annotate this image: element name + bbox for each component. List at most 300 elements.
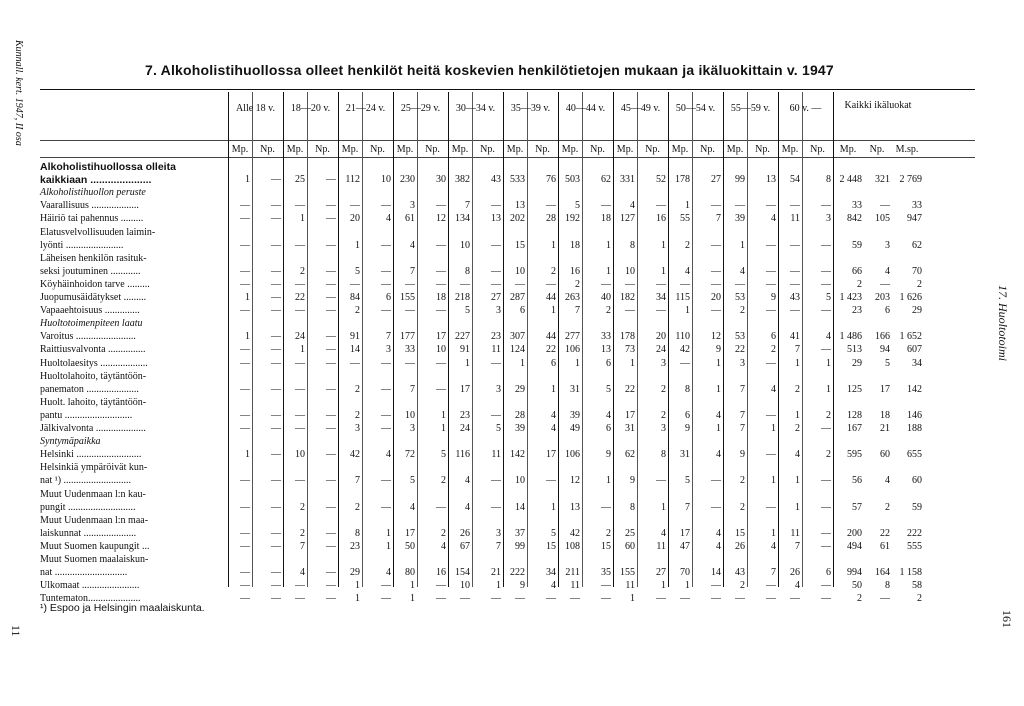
table-cell: 42: [350, 449, 360, 461]
table-cell: 1: [716, 423, 721, 434]
age-group-header: 45—49 v.: [620, 103, 661, 114]
row-label: Muut Uudenmaan l:n maa-: [40, 514, 149, 526]
table-cell: —: [271, 527, 281, 539]
table-cell: —: [766, 278, 776, 290]
row-label: Helsinkiä ympäröivät kun-: [40, 462, 148, 474]
table-cell: 6: [551, 357, 556, 369]
table-cell: —: [656, 305, 666, 317]
table-cell: 1: [771, 527, 776, 539]
table-cell: 188: [907, 423, 922, 434]
row-label: Huoltotoimenpiteen laatu: [40, 318, 143, 330]
table-cell: 555: [907, 540, 922, 552]
table-cell: 21: [880, 423, 890, 434]
table-cell: —: [405, 305, 415, 317]
table-cell: 26: [460, 527, 470, 539]
table-cell: —: [271, 449, 281, 461]
table-cell: —: [271, 174, 281, 186]
table-cell: 1: [355, 593, 360, 605]
table-cell: —: [271, 540, 281, 552]
table-cell: 503: [565, 174, 580, 186]
table-cell: 33: [912, 200, 922, 212]
table-cell: 43: [735, 567, 745, 579]
table-cell: 1: [771, 423, 776, 434]
table-cell: 66: [852, 265, 862, 277]
table-cell: 2: [826, 409, 831, 421]
row-label: pantu ...........................: [40, 409, 133, 421]
table-cell: 7: [410, 265, 415, 277]
table-cell: 11: [790, 213, 800, 225]
table-cell: 142: [510, 449, 525, 461]
sub-header: Np.: [869, 144, 885, 155]
table-cell: 27: [711, 174, 721, 186]
table-cell: 7: [716, 213, 721, 225]
table-cell: 49: [570, 423, 580, 434]
table-cell: 23: [350, 540, 360, 552]
table-cell: —: [491, 239, 501, 251]
table-cell: —: [326, 580, 336, 592]
table-cell: —: [821, 580, 831, 592]
table-cell: 1: [245, 292, 250, 303]
table-cell: 1: [300, 344, 305, 356]
table-cell: 263: [565, 292, 580, 303]
table-cell: 4: [386, 567, 391, 579]
table-row: [40, 384, 975, 398]
table-cell: 7: [685, 501, 690, 513]
table-cell: 24: [656, 344, 666, 356]
table-cell: 2: [795, 383, 800, 395]
table-cell: 167: [847, 423, 862, 434]
table-cell: 16: [570, 265, 580, 277]
table-cell: 5: [885, 357, 890, 369]
table-cell: 29: [350, 567, 360, 579]
table-cell: —: [711, 200, 721, 212]
table-cell: 17: [460, 383, 470, 395]
table-cell: 1: [355, 580, 360, 592]
table-cell: —: [711, 580, 721, 592]
table-cell: 7: [795, 344, 800, 356]
table-cell: 62: [625, 449, 635, 461]
table-row: [40, 554, 975, 568]
sub-header: Mp.: [231, 144, 249, 155]
table-cell: 8: [685, 383, 690, 395]
row-label: Vaarallisuus ...................: [40, 200, 139, 212]
table-cell: 1: [520, 357, 525, 369]
table-cell: 6: [386, 292, 391, 303]
table-cell: —: [271, 383, 281, 395]
table-cell: 125: [847, 383, 862, 395]
table-cell: 99: [735, 174, 745, 186]
table-cell: 29: [852, 357, 862, 369]
table-cell: 8: [885, 580, 890, 592]
table-cell: —: [381, 265, 391, 277]
row-label: Huoltolahoito, täytäntöön-: [40, 370, 147, 382]
table-cell: 6: [826, 567, 831, 579]
table-cell: 655: [907, 449, 922, 461]
table-cell: 7: [410, 383, 415, 395]
age-group-header: 55—59 v.: [730, 103, 771, 114]
age-group-header: Kaikki ikäluokat: [844, 100, 912, 111]
table-row: [40, 292, 975, 306]
top-rule: [40, 89, 975, 90]
table-row: [40, 227, 975, 241]
table-cell: —: [436, 593, 446, 605]
table-cell: 2: [551, 265, 556, 277]
footnote: ¹) Espoo ja Helsingin maalaiskunta.: [40, 602, 205, 614]
table-cell: 2: [355, 305, 360, 317]
table-cell: 1: [661, 580, 666, 592]
table-cell: 1: [795, 409, 800, 421]
table-cell: 202: [510, 213, 525, 225]
table-cell: 7: [300, 540, 305, 552]
table-cell: 947: [907, 213, 922, 225]
table-cell: 1: [716, 357, 721, 369]
table-cell: 94: [880, 344, 890, 356]
table-cell: 211: [565, 567, 580, 579]
table-cell: 12: [711, 331, 721, 343]
table-cell: —: [821, 305, 831, 317]
table-cell: 2: [606, 305, 611, 317]
sub-header: Np.: [590, 144, 605, 155]
table-cell: 1: [685, 305, 690, 317]
table-cell: 16: [656, 213, 666, 225]
table-cell: —: [326, 567, 336, 579]
table-cell: —: [271, 593, 281, 605]
table-cell: —: [326, 357, 336, 369]
table-cell: 17: [680, 527, 690, 539]
table-cell: —: [326, 409, 336, 421]
table-cell: —: [326, 278, 336, 290]
table-cell: —: [625, 278, 635, 290]
table-cell: 10: [436, 344, 446, 356]
table-cell: 1: [606, 265, 611, 277]
table-cell: —: [546, 593, 556, 605]
table-cell: 4: [795, 449, 800, 461]
table-cell: —: [491, 475, 501, 487]
table-cell: 1: [551, 383, 556, 395]
subheader-rule: [40, 157, 975, 158]
table-cell: —: [790, 593, 800, 605]
table-cell: 842: [847, 213, 862, 225]
table-cell: —: [240, 593, 250, 605]
table-cell: 142: [907, 383, 922, 395]
table-cell: —: [821, 239, 831, 251]
table-cell: 53: [735, 292, 745, 303]
table-cell: 91: [350, 331, 360, 343]
table-cell: —: [790, 200, 800, 212]
table-cell: 17: [436, 331, 446, 343]
table-cell: 2: [740, 580, 745, 592]
table-cell: 23: [460, 409, 470, 421]
table-cell: 8: [630, 501, 635, 513]
table-cell: 2: [771, 344, 776, 356]
table-row: [40, 515, 975, 529]
table-cell: —: [240, 344, 250, 356]
row-label: Muut Suomen kaupungit ...: [40, 540, 150, 552]
table-cell: 115: [675, 292, 690, 303]
table-cell: —: [436, 305, 446, 317]
row-label: pungit ...........................: [40, 501, 136, 513]
table-cell: —: [766, 200, 776, 212]
table-cell: —: [271, 344, 281, 356]
table-cell: 4: [885, 475, 890, 487]
sub-header: Np.: [535, 144, 550, 155]
table-cell: —: [436, 357, 446, 369]
table-row: [40, 358, 975, 372]
table-row: [40, 253, 975, 267]
table-cell: 382: [455, 174, 470, 186]
table-cell: —: [790, 278, 800, 290]
table-cell: —: [821, 475, 831, 487]
table-cell: 3: [355, 423, 360, 434]
table-cell: 1 652: [899, 331, 922, 343]
table-cell: —: [766, 593, 776, 605]
table-cell: —: [381, 305, 391, 317]
table-cell: 44: [546, 331, 556, 343]
table-cell: 2: [355, 383, 360, 395]
table-cell: 29: [515, 383, 525, 395]
table-cell: —: [680, 357, 690, 369]
row-label: seksi joutuminen ............: [40, 265, 141, 277]
table-cell: 1: [606, 239, 611, 251]
table-title: 7. Alkoholistihuollossa olleet henkilöt heitä koskevien henkilötietojen mukaan ja ikäluokittain v. 1947: [145, 62, 834, 78]
sub-header: Np.: [700, 144, 715, 155]
table-cell: —: [711, 239, 721, 251]
table-cell: —: [711, 265, 721, 277]
table-cell: —: [821, 278, 831, 290]
table-cell: —: [326, 200, 336, 212]
table-cell: 4: [771, 213, 776, 225]
table-cell: —: [381, 423, 391, 434]
table-cell: —: [711, 501, 721, 513]
row-label: Helsinki ..........................: [40, 449, 142, 461]
table-cell: 84: [350, 292, 360, 303]
table-cell: —: [680, 278, 690, 290]
table-cell: 1: [661, 239, 666, 251]
table-cell: 2: [575, 278, 580, 290]
table-cell: 3: [496, 527, 501, 539]
table-cell: 1: [465, 357, 470, 369]
table-cell: —: [766, 580, 776, 592]
table-cell: 59: [912, 501, 922, 513]
table-cell: 146: [907, 409, 922, 421]
table-cell: —: [326, 527, 336, 539]
table-cell: —: [601, 501, 611, 513]
table-cell: 39: [515, 423, 525, 434]
running-header-left: Kunnall. kert. 1947, II osa: [13, 40, 24, 146]
table-cell: 99: [515, 540, 525, 552]
table-cell: 11: [491, 449, 501, 461]
sub-header: Np.: [315, 144, 330, 155]
table-cell: —: [656, 593, 666, 605]
table-cell: 110: [675, 331, 690, 343]
row-label: Köyhäinhoidon tarve .........: [40, 278, 150, 290]
table-cell: 2: [857, 278, 862, 290]
table-cell: 43: [790, 292, 800, 303]
table-cell: —: [405, 357, 415, 369]
table-cell: —: [240, 540, 250, 552]
table-cell: —: [240, 475, 250, 487]
table-cell: 8: [826, 174, 831, 186]
table-cell: 106: [565, 449, 580, 461]
table-cell: —: [766, 265, 776, 277]
table-cell: 1 158: [899, 567, 922, 579]
table-cell: 2 448: [839, 174, 862, 186]
table-cell: 50: [405, 540, 415, 552]
table-cell: 222: [510, 567, 525, 579]
row-label: Muut Suomen maalaiskun-: [40, 554, 149, 565]
table-cell: 34: [912, 357, 922, 369]
table-cell: 4: [885, 265, 890, 277]
row-label: Raittiusvalvonta ...............: [40, 344, 146, 356]
table-cell: —: [656, 200, 666, 212]
table-row: [40, 266, 975, 280]
table-cell: 13: [491, 213, 501, 225]
table-cell: 4: [551, 580, 556, 592]
table-cell: 178: [620, 331, 635, 343]
table-cell: 155: [620, 567, 635, 579]
table-cell: —: [880, 593, 890, 605]
table-cell: 47: [680, 540, 690, 552]
table-cell: —: [570, 593, 580, 605]
table-cell: 1: [551, 239, 556, 251]
table-cell: —: [240, 501, 250, 513]
age-group-header: 50—54 v.: [675, 103, 716, 114]
table-cell: 1: [386, 527, 391, 539]
table-cell: 1: [551, 305, 556, 317]
table-cell: 494: [847, 540, 862, 552]
table-cell: —: [546, 200, 556, 212]
table-cell: —: [656, 475, 666, 487]
table-cell: 116: [455, 449, 470, 461]
table-cell: —: [295, 580, 305, 592]
table-cell: 595: [847, 449, 862, 461]
table-cell: 2: [857, 593, 862, 605]
table-cell: 18: [601, 213, 611, 225]
page-number-right: 161: [1000, 610, 1014, 628]
table-cell: 203: [875, 292, 890, 303]
table-cell: 14: [350, 344, 360, 356]
table-cell: —: [326, 174, 336, 186]
table-cell: 58: [912, 580, 922, 592]
table-cell: —: [271, 200, 281, 212]
table-cell: 13: [766, 174, 776, 186]
table-row: [40, 567, 975, 581]
row-label: Huolt. lahoito, täytäntöön-: [40, 396, 147, 408]
table-row: [40, 449, 975, 463]
sub-header: Mp.: [561, 144, 579, 155]
table-cell: 42: [680, 344, 690, 356]
table-cell: 4: [441, 540, 446, 552]
table-cell: 22: [735, 344, 745, 356]
table-cell: 60: [625, 540, 635, 552]
table-cell: 4: [771, 540, 776, 552]
table-cell: —: [326, 449, 336, 461]
sub-header: Mp.: [726, 144, 744, 155]
table-cell: —: [491, 409, 501, 421]
page-number-left: 11: [9, 625, 23, 637]
table-cell: 33: [405, 344, 415, 356]
table-cell: 2: [740, 501, 745, 513]
table-cell: —: [766, 305, 776, 317]
table-cell: 2: [885, 501, 890, 513]
table-cell: —: [436, 200, 446, 212]
age-group-header: 35—39 v.: [510, 103, 551, 114]
table-cell: 13: [601, 344, 611, 356]
table-cell: 28: [515, 409, 525, 421]
table-cell: 5: [410, 475, 415, 487]
table-cell: 11: [625, 580, 635, 592]
table-cell: —: [766, 501, 776, 513]
table-cell: 4: [606, 409, 611, 421]
table-cell: 8: [630, 239, 635, 251]
table-cell: —: [381, 239, 391, 251]
table-cell: —: [381, 357, 391, 369]
table-cell: 222: [907, 527, 922, 539]
header-rule: [40, 140, 975, 141]
sub-header: Mp.: [616, 144, 634, 155]
age-group-header: 18—20 v.: [290, 103, 331, 114]
table-cell: 1: [551, 501, 556, 513]
table-cell: 2: [795, 423, 800, 434]
table-cell: —: [271, 292, 281, 303]
table-cell: 2: [355, 501, 360, 513]
table-cell: —: [326, 501, 336, 513]
table-cell: 11: [570, 580, 580, 592]
age-group-header: 21—24 v.: [345, 103, 386, 114]
table-cell: 4: [661, 527, 666, 539]
table-cell: —: [766, 357, 776, 369]
table-cell: 7: [386, 331, 391, 343]
table-cell: 67: [460, 540, 470, 552]
table-cell: 9: [771, 292, 776, 303]
table-cell: 52: [656, 174, 666, 186]
table-cell: —: [326, 213, 336, 225]
table-cell: 7: [575, 305, 580, 317]
running-header-right: 17. Huoltotoimi: [996, 285, 1010, 362]
table-cell: 6: [885, 305, 890, 317]
table-cell: 39: [570, 409, 580, 421]
table-cell: 1: [795, 357, 800, 369]
age-group-header: 25—29 v.: [400, 103, 441, 114]
table-cell: 134: [455, 213, 470, 225]
row-label: Alkoholistihuollossa olleita: [40, 161, 176, 173]
table-cell: 3: [410, 423, 415, 434]
table-cell: 20: [711, 292, 721, 303]
table-cell: —: [240, 527, 250, 539]
table-cell: 17: [880, 383, 890, 395]
table-cell: 2: [917, 278, 922, 290]
table-cell: —: [515, 593, 525, 605]
table-row: [40, 371, 975, 385]
sub-header: Mp.: [451, 144, 469, 155]
table-cell: 60: [880, 449, 890, 461]
table-cell: —: [295, 383, 305, 395]
table-cell: —: [491, 501, 501, 513]
table-cell: 33: [852, 200, 862, 212]
table-cell: 4: [465, 475, 470, 487]
row-label: Elatusvelvollisuuden laimin-: [40, 226, 156, 238]
table-cell: 5: [575, 200, 580, 212]
table-cell: 11: [790, 527, 800, 539]
sub-header: Mp.: [506, 144, 524, 155]
table-row: [40, 187, 975, 201]
table-cell: 6: [685, 409, 690, 421]
sub-header: M.sp.: [895, 144, 919, 155]
table-cell: 1: [575, 357, 580, 369]
table-cell: 1: [355, 239, 360, 251]
table-cell: 72: [405, 449, 415, 461]
table-cell: 10: [295, 449, 305, 461]
